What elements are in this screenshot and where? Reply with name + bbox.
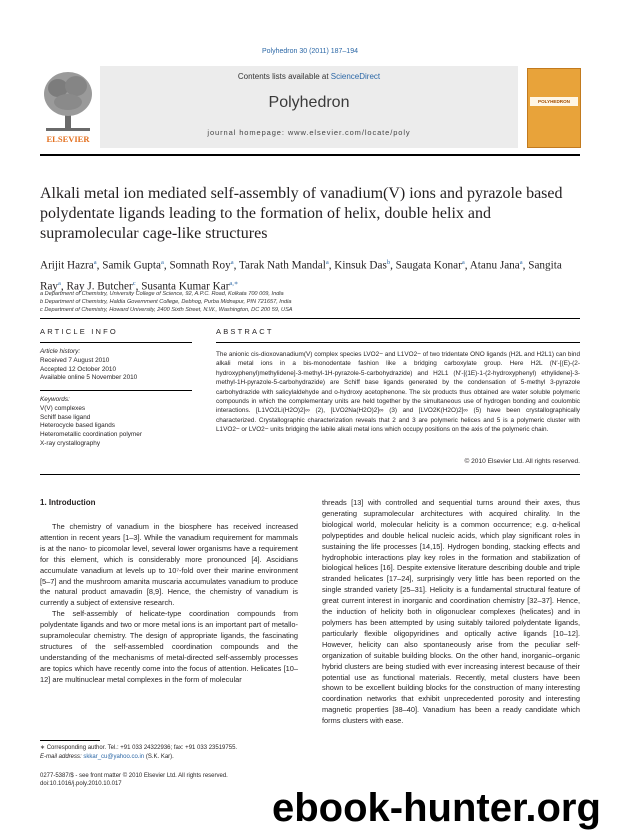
abstract-rule: [216, 342, 580, 343]
article-info-heading: ARTICLE INFO: [40, 327, 118, 336]
elsevier-wordmark: ELSEVIER: [46, 134, 90, 144]
article-info-rule: [40, 342, 192, 343]
watermark-text: ebook-hunter.org: [272, 786, 601, 830]
affiliation-rule: [40, 318, 580, 319]
cover-title: POLYHEDRON: [530, 97, 578, 106]
introduction-heading: 1. Introduction: [40, 498, 96, 507]
journal-citation[interactable]: Polyhedron 30 (2011) 187–194: [261, 48, 358, 55]
keyword-item: Schiff base ligand: [40, 413, 91, 421]
intro-paragraph-2: The self-assembly of helicate-type coordination compounds from polydentate ligands and two or more metal ions is an important part of metallo-supramolecular chemistry. The design of appropriate ligands, the fascinating structures of the self-assembled coordination compounds and the understanding of the mechanisms of metal-directed self-assembly processes are topics which have recently come into the focus of attention. Helicates [10–12] are multinuclear metal complexes in the form of molecular: [40, 609, 298, 684]
online-date: Available online 5 November 2010: [40, 374, 138, 382]
abstract-bottom-rule: [40, 474, 580, 475]
intro-paragraph-3: threads [13] with controlled and sequential turns around their axes, thus generating supramolecular architectures with acquired chirality. In the biological world, molecular helicity is a common occurrence; e.g. α-helical polypeptides and double helical nucleic acids, which play significant roles in sustaining the life processes [14,15]. Hydrogen bonding, stacking effects and hydrophobic interactions play key roles in the formation and stabilization of biological helices [16]. Despite extensive literature describing double and triple stranded helicates [17–24], surprisingly very little has been reported on the single stranded variety [25–31]. Helicity is a fundamental structural feature of great current interest in inorganic and coordination chemistry [32–37]. Hence, the induction of helicity both in oligonuclear complexes (helicates) and in polymers has been attempted by using suitably tailored polydentate ligands, particularly flexible oligopyridines and optically active ligands [10–12]. However, helicity can also spontaneously arise from the peculiar self-organization of suitable building blocks. On the other hand, inorganic–organic hybrid clusters are being studied with ever increasing interest because of their potential use as functional materials. Recently, metal clusters have been shown to be excellent building blocks for the construction of many interesting coordination networks that exhibit unprecedented porosity and interesting magnetic properties [38–40]. Vanadium has been a ready candidate which forms clusters with ease.: [322, 498, 580, 726]
intro-paragraph-1: The chemistry of vanadium in the biosphere has received increased attention in recent years [1–3]. While the vanadium requirement for mammals is at the nano- to picomolar level, several lower organisms have a requirement for this element, which is considerably more pronounced [4]. Ascidians accumulate vanadium at levels up to 10⁷-fold over their marine environment [5–7] and the mushroom amanita muscaria accumulates vanadium to produce the natural product amavadin [8,9]. Hence, the chemistry of vanadium is currently a subject of extensive research.: [40, 522, 298, 608]
journal-title: Polyhedron: [268, 94, 350, 111]
history-label: Article history:: [40, 348, 81, 355]
author-name: Ray J. Butcher: [66, 280, 133, 293]
author-affiliation-mark[interactable]: a: [230, 259, 234, 266]
author-list: Arijit Hazra$^a$, Samik Gupta$^a$, Somnath Roy$^a$, Tarak Nath Mandal$^a$, Kinsuk Das$^b$, Saugata Konar$^a$, Atanu Jana$^a$, Sangita Ray$^a$, Ray J. Butcher$^c$, Susanta Kumar Kar$^{a,∗}$: [40, 259, 562, 293]
author-affiliation-mark[interactable]: a: [58, 279, 61, 287]
abstract-text: The anionic cis-dioxovanadium(V) complex species LVO2− and L1VO2− of two tridentate ONO ligands (H2L and H2L1) can bind alkali metal ions in a bis-monodentate fashion like a bridging carboxylate group. Here H2L (N′-[(E)-(2-hydroxyphenyl)methylidene]-3-methyl-1H-pyrazole-5-carbohydrazide) and H2L1 (N′-[(1E)-1-(2-hydroxyphenyl) ethylidene]-3-methyl-1H-pyrazole-5-carbohydrazide) are Schiff base ligands generated by the condensation of 5-methyl 3-pyrazole carbohydrazide with salicylaldehyde and o-hydroxy acetophenone. The six products thus obtained are water soluble polymeric compounds in which the complementary units are held together by the simultaneous use of hydrogen bonding and coulombic interactions. [L1VO2Li(H2O)2]∞ (2), [LVO2Na(H2O)2]∞ (3) and [LVO2K(H2O)2]∞ (5) have been crystallographically characterized. Crystallographic characterization reveals that 2 and 3 are polymeric helices and 5 is a polymeric cluster with L1VO2− or LVO2− units bridging the labile alkali metal ions which occupy positions on the axis of the polymeric chain.: [216, 351, 580, 434]
email-link[interactable]: skkar_cu@yahoo.co.in: [83, 754, 145, 760]
abstract-heading: ABSTRACT: [216, 327, 274, 336]
body-left-column: [40, 522, 298, 686]
author-name: Saugata Konar: [395, 259, 462, 272]
author-affiliation-mark[interactable]: a: [461, 259, 465, 266]
keywords-label: Keywords:: [40, 396, 70, 403]
affiliation-c: c Department of Chemistry, Howard University, 2400 Sixth Street, N.W., Washington, DC 200 59, USA: [40, 307, 293, 313]
author-affiliation-mark[interactable]: c: [132, 279, 136, 287]
author-name: Atanu Jana: [469, 259, 520, 272]
author-name: Samik Gupta: [102, 259, 161, 272]
author-name: Tarak Nath Mandal: [238, 259, 326, 272]
author-name: Somnath Roy: [169, 259, 231, 272]
accepted-date: Accepted 12 October 2010: [40, 365, 117, 373]
elsevier-tree-icon: [40, 66, 96, 148]
elsevier-logo: [40, 66, 96, 148]
corresponding-author-note: ∗ Corresponding author. Tel.: +91 033 24322936; fax: +91 033 23519755.: [40, 745, 238, 751]
author-affiliation-mark[interactable]: b: [386, 259, 391, 266]
article-history: [40, 348, 200, 383]
email-suffix: (S.K. Kar).: [144, 754, 174, 760]
author-name: Susanta Kumar Kar: [141, 280, 230, 293]
article-title: Alkali metal ion mediated self-assembly of vanadium(V) ions and pyrazole based polydentate ligands leading to the formation of helix, double helix and supramolecular cage-like structures: [40, 185, 563, 242]
header-rule: [40, 154, 580, 156]
contents-availability: [100, 72, 518, 81]
footnote-rule: [40, 740, 100, 741]
received-date: Received 7 August 2010: [40, 356, 110, 364]
author-affiliation-mark[interactable]: a: [325, 259, 329, 266]
keywords-rule: [40, 390, 192, 391]
keyword-item: Heterometallic coordination polymer: [40, 431, 142, 439]
author-affiliation-mark[interactable]: a: [519, 259, 523, 266]
keyword-item: V(V) complexes: [40, 404, 86, 412]
body-right-column: [322, 498, 580, 727]
abstract-copyright: © 2010 Elsevier Ltd. All rights reserved.: [464, 458, 580, 465]
author-name: Arijit Hazra: [40, 259, 94, 272]
affiliation-a: a Department of Chemistry, University College of Science, 92, A.P.C. Road, Kolkata 700 009, India: [40, 291, 284, 297]
contents-prefix: Contents lists available at: [237, 72, 331, 81]
keyword-item: Heterocycle based ligands: [40, 422, 115, 430]
journal-cover-thumbnail: [527, 68, 581, 148]
keywords-block: [40, 396, 210, 449]
author-affiliation-mark[interactable]: a,∗: [229, 279, 239, 287]
email-note: [40, 753, 298, 762]
email-label: E-mail address:: [40, 754, 84, 760]
author-name: Sangita Ray: [40, 259, 562, 293]
author-affiliation-mark[interactable]: a: [93, 259, 97, 266]
issn-line: 0277-5387/$ - see front matter © 2010 Elsevier Ltd. All rights reserved.: [40, 773, 228, 779]
author-affiliation-mark[interactable]: a: [160, 259, 164, 266]
journal-homepage-link[interactable]: journal homepage: www.elsevier.com/locate/poly: [207, 128, 411, 137]
keyword-item: X-ray crystallography: [40, 439, 101, 447]
author-name: Kinsuk Das: [334, 259, 387, 272]
doi-link[interactable]: doi:10.1016/j.poly.2010.10.017: [40, 781, 122, 787]
sciencedirect-link[interactable]: ScienceDirect: [330, 72, 381, 81]
affiliation-b: b Department of Chemistry, Haldia Government College, Debhog, Purba Midnapur, PIN 721657, India: [40, 299, 292, 305]
